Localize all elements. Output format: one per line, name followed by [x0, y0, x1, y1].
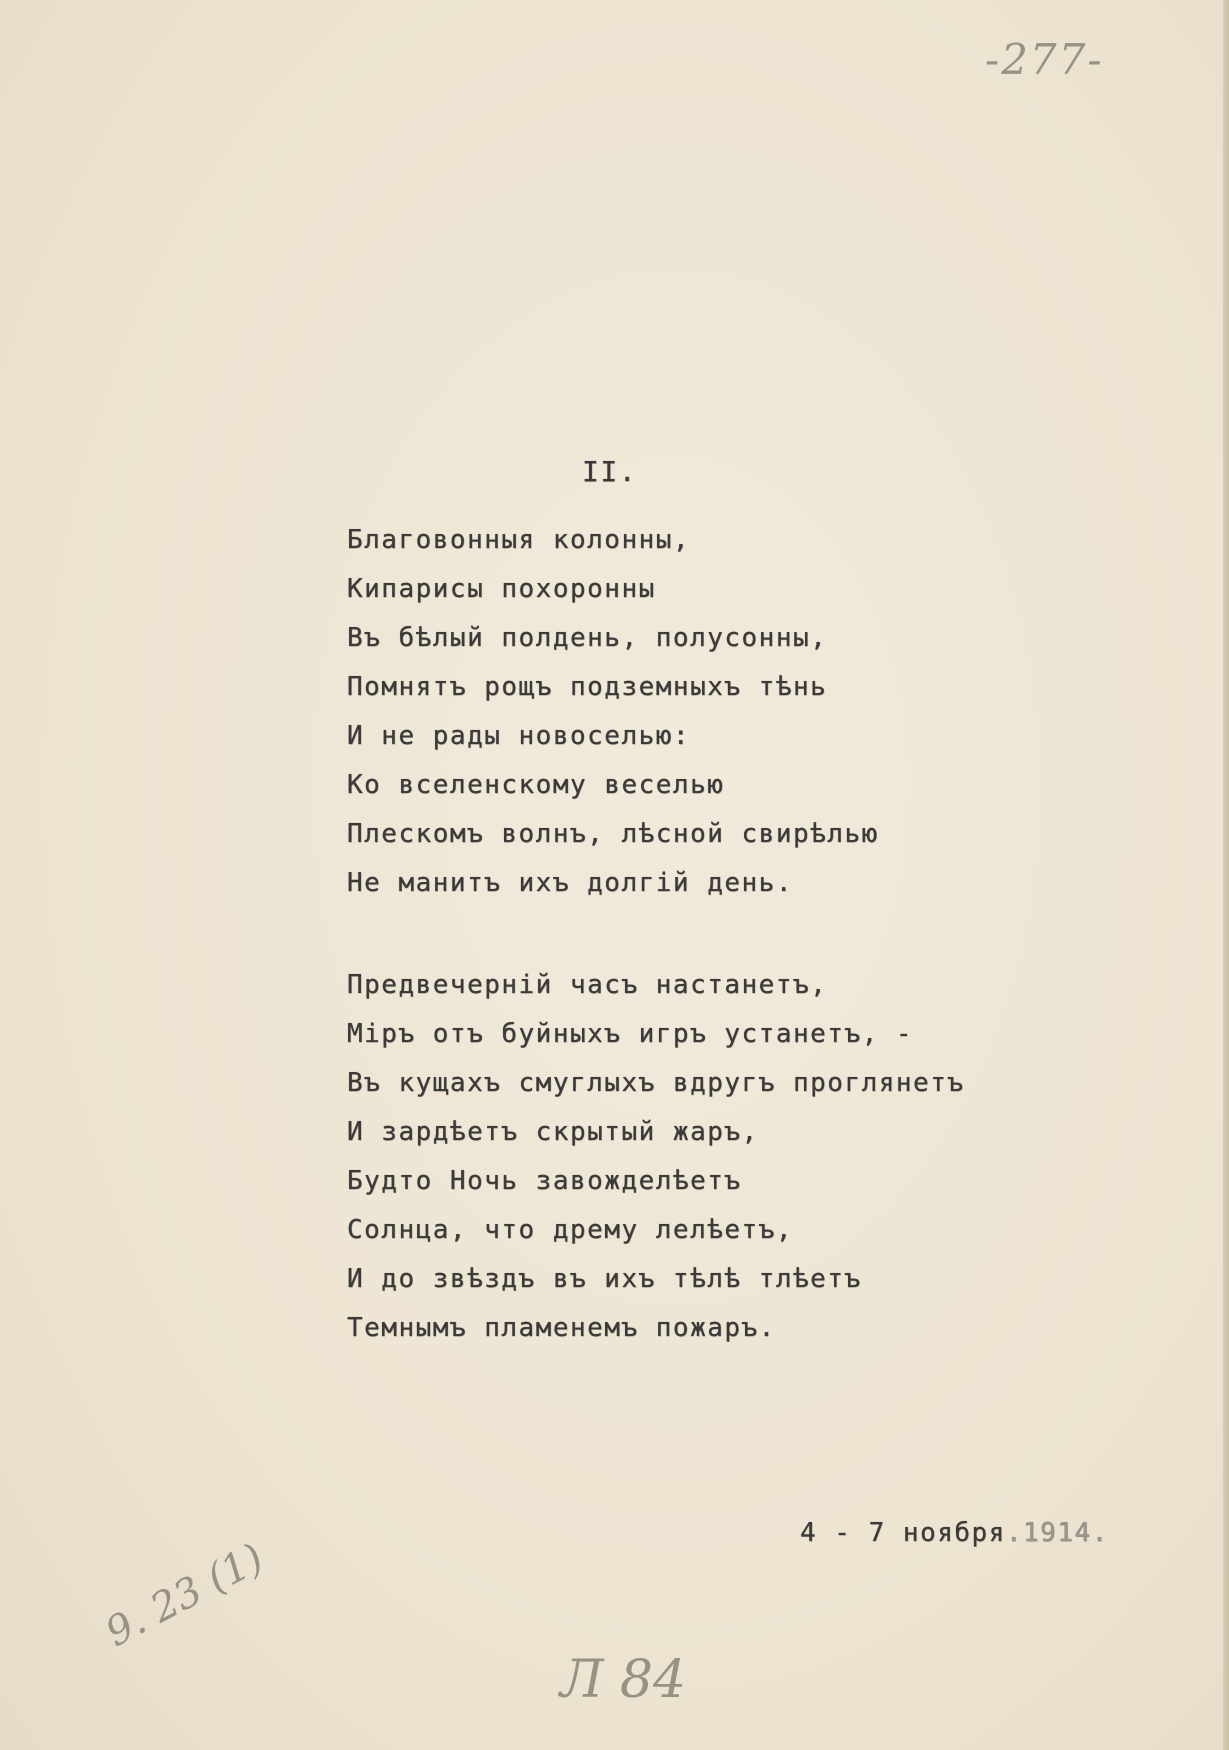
poem-line: И зардѣетъ скрытый жаръ,	[347, 1117, 759, 1147]
poem-line: Будто Ночь завожделѣетъ	[347, 1166, 742, 1196]
poem-line: Кипарисы похоронны	[347, 574, 656, 604]
poem-title: II.	[582, 455, 638, 488]
date-text: 4 - 7 ноября	[800, 1518, 1006, 1548]
page-number: -277-	[985, 35, 1104, 84]
poem-line: Солнца, что дрему лелѣетъ,	[347, 1215, 793, 1245]
poem-line: И не рады новоселью:	[347, 721, 691, 751]
poem-line: Ко вселенскому веселью	[347, 770, 725, 800]
poem-line: Благовонныя колонны,	[347, 525, 691, 555]
poem-line: Въ бѣлый полдень, полусонны,	[347, 623, 828, 653]
poem-line: Предвечерній часъ настанетъ,	[347, 970, 828, 1000]
poem-line: Помнятъ рощъ подземныхъ тѣнь	[347, 672, 828, 702]
poem-line: Не манитъ ихъ долгій день.	[347, 868, 793, 898]
poem-line: Въ кущахъ смуглыхъ вдругъ проглянетъ	[347, 1068, 965, 1098]
date-line	[800, 1518, 1109, 1548]
date-year: .1914.	[1005, 1518, 1109, 1548]
page-edge	[1223, 0, 1229, 1750]
poem-line: Міръ отъ буйныхъ игръ устанетъ, -	[347, 1019, 914, 1049]
poem-line: И до звѣздъ въ ихъ тѣлѣ тлѣетъ	[347, 1264, 862, 1294]
poem-line: Темнымъ пламенемъ пожаръ.	[347, 1313, 776, 1343]
archive-shelf-mark: 9. 23 (1)	[98, 1535, 272, 1656]
poem-line: Плескомъ волнъ, лѣсной свирѣлью	[347, 819, 879, 849]
sheet-number: Л 84	[560, 1650, 687, 1710]
